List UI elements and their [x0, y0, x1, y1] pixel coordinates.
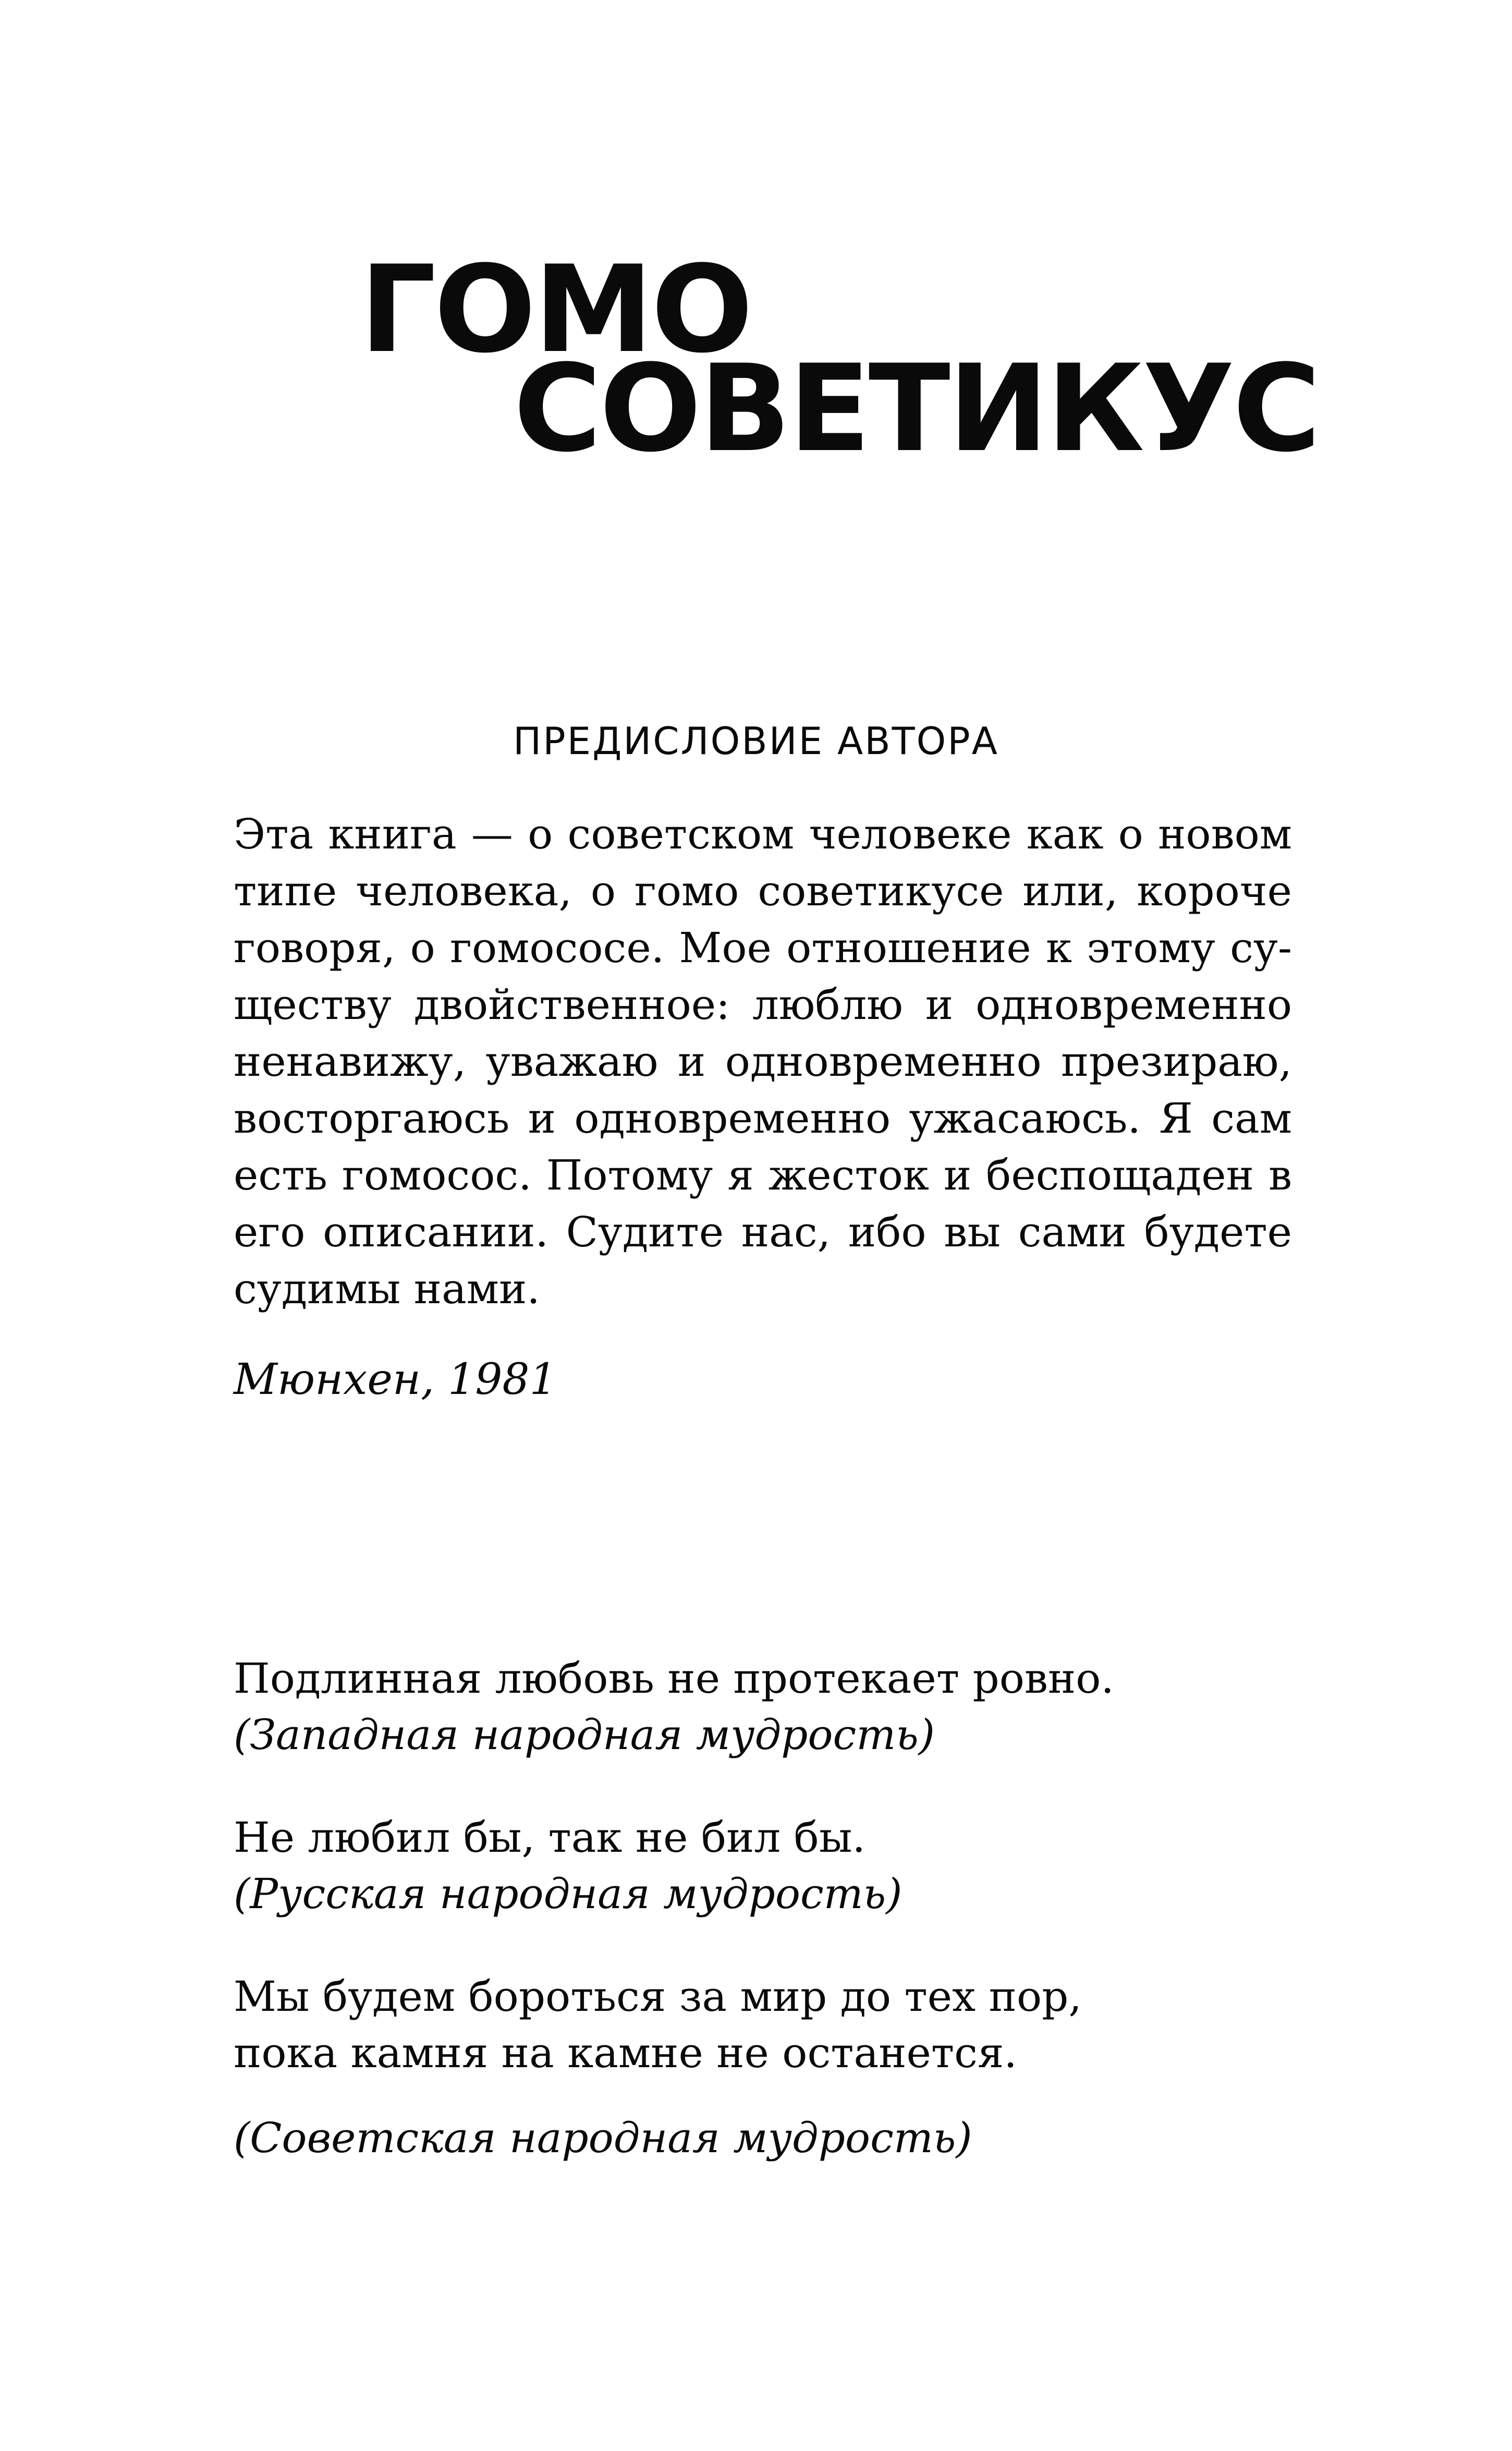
preface-heading: ПРЕДИСЛОВИЕ АВТОРА	[513, 719, 999, 763]
epigraph-russian	[234, 1810, 902, 1922]
epigraph-source: (Западная народная мудрость)	[234, 1710, 935, 1759]
preface-text	[234, 806, 1292, 1317]
preface-signature: Мюнхен, 1981	[234, 1355, 557, 1404]
epigraph-source: (Русская народная мудрость)	[234, 1870, 903, 1918]
preface-line: есть гомосос. Потому я жесток и беспощаден в	[234, 1151, 1292, 1199]
epigraph-source: (Советская народная мудрость)	[234, 2114, 972, 2162]
preface-line: говоря, о гомососе. Мое отношение к этому су-	[234, 924, 1292, 972]
preface-line: его описании. Судите нас, ибо вы сами будете	[234, 1208, 1292, 1256]
book-title-line-2: СОВЕТИКУС	[514, 339, 1319, 479]
preface-line: судимы нами.	[234, 1265, 540, 1313]
preface-line: ненавижу, уважаю и одновременно презираю,	[234, 1037, 1292, 1086]
epigraph-text: Мы будем бороться за мир до тех пор,	[234, 1972, 1082, 2021]
epigraph-western	[234, 1651, 1114, 1763]
epigraph-text: пока камня на камне не останется.	[234, 2029, 1017, 2077]
preface-line: восторгаюсь и одновременно ужасаюсь. Я сам	[234, 1094, 1292, 1143]
preface-line: Эта книга — о советском человеке как о новом	[234, 810, 1292, 858]
epigraph-text: Не любил бы, так не бил бы.	[234, 1813, 865, 1862]
book-title-line-1: ГОМО	[360, 240, 751, 380]
epigraph-soviet	[234, 1969, 1082, 2081]
preface-line: ществу двойственное: люблю и одновременно	[234, 980, 1292, 1029]
preface-line: типе человека, о гомо советикусе или, короче	[234, 867, 1292, 915]
epigraph-text: Подлинная любовь не протекает ровно.	[234, 1654, 1114, 1703]
